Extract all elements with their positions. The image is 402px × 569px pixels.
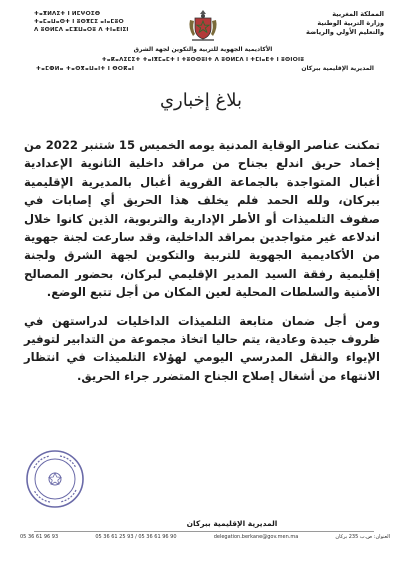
footer-email: delegation.berkane@gov.men.ma xyxy=(213,534,299,540)
ministry-ar-line-3: والتعليم الأولي والرياضة xyxy=(306,28,384,36)
ministry-tif-line-2: ⵜⴰⵎⴰⵡⴰⵙⵜ ⵏ ⵓⵙⴳⵎⵉ ⴰⵏⴰⵎⵓⵔ xyxy=(34,19,124,25)
body-paragraph-2: ومن أجل ضمان متابعة التلميذات الداخليات لدراستهن في ظروف جيدة وعادية، يتم حاليا اتخاذ مجموعة من التدابير لتوفير الإيواء والنقل المدرسي اليومي لهؤلاء التلميذات في انتظار الانتهاء من أشغال إصلاح الجناح المتضرر جراء الحريق. xyxy=(24,313,380,383)
body-paragraph-1: تمكنت عناصر الوقاية المدنية يومه الخميس 15 شتنبر 2022 من إخماد حريق اندلع بجناح من مراقد داخلية الثانوية الإعدادية أغبال المتواجدة بالجماعة القروية أغبال بالمديرية الإقليمية ببركان، ولله الحمد فلم يخلف هذا الحريق أي إصابات في صفوف التلميذات أو الأطر الإدارية والتربوية، الذين كانوا خلال اندلاعه غير متواجدين بمراقد الداخلية، وقد سارعت لجنة جهوية من الأكاديمية الجهوية للتربية والتكوين لجهة الشرق ولجنة إقليمية رفقة السيد المدير الإقليمي لبركان، بحضور المصالح الأمنية والسلطات المحلية لعين المكان من أجل تتبع الوضع. xyxy=(24,138,380,300)
directorate-tifinagh: ⵜⴰⵎⵀⵍⴰ ⵜⴰⵙⴳⴰⵡⴰⵏⵜ ⵏ ⴱⵔⴽⴰⵏ xyxy=(36,66,135,72)
ministry-tif-line-1: ⵜⴰⴳⵍⴷⵉⵜ ⵏ ⵍⵎⵖⵔⵉⴱ xyxy=(34,11,101,17)
footer-phone-2: 05 36 61 25 93 / 05 36 61 96 90 xyxy=(95,534,177,540)
communique-body xyxy=(24,136,380,385)
academy-arabic: الأكاديمية الجهوية للتربية والتكوين لجهة الشرق xyxy=(133,46,273,53)
footer-divider xyxy=(34,531,374,532)
official-stamp-icon xyxy=(24,448,86,510)
footer-address: العنوان: ص.ب 235 بركان xyxy=(335,534,390,540)
ministry-ar-line-2: وزارة التربية الوطنية xyxy=(317,19,384,27)
footer-phone-1: 05 36 61 96 93 xyxy=(20,534,59,540)
ministry-tif-line-3: ⴷ ⵓⵙⵍⵎⴷ ⴰⵎⵣⵡⴰⵔⵓ ⴷ ⵜⵏⴰⴹⵏⵉⵏ xyxy=(34,27,129,33)
academy-tifinagh: ⵜⴰⴽⴰⴷⵉⵎⵉⵜ ⵜⴰⵏⴳⵎⴰⵎⵜ ⵏ ⵜⵓⵙⵙⵓⵏⵜ ⴷ ⵓⵙⵍⵎⴷ ⵏ ⵜⵎⵏⴰⴹⵜ ⵏ ⵓⵙⵏⵔⵏⵓ xyxy=(101,57,305,63)
footer-contact xyxy=(20,534,390,541)
coat-of-arms-icon xyxy=(184,6,222,44)
communique-title: بلاغ إخباري xyxy=(159,90,243,111)
ministry-tifinagh-header xyxy=(34,10,184,34)
ministry-arabic-header xyxy=(234,10,384,37)
directorate-arabic: المديرية الإقليمية ببركان xyxy=(301,65,374,72)
signature-directorate: المديرية الإقليمية ببركان xyxy=(186,519,278,528)
ministry-ar-line-1: المملكة المغربية xyxy=(332,10,384,18)
